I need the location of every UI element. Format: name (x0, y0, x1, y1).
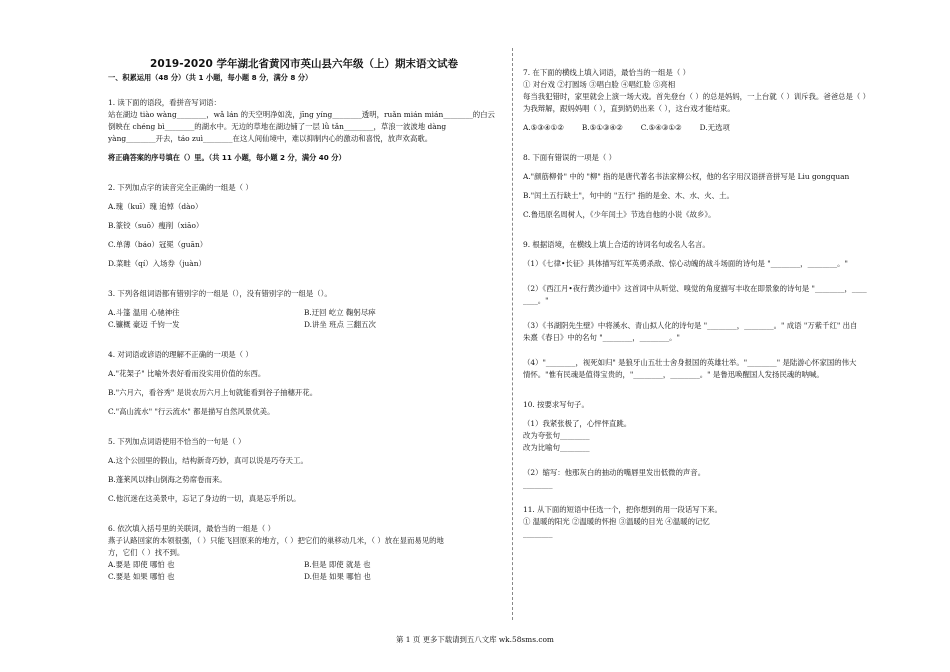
option-a: A.瑰（kuī）瑰 追悼（dào） (108, 202, 203, 211)
question-5 (108, 436, 500, 505)
question-text: 每当我犯错时，家里就会上演一场大戏。首先登台（ ）的总是妈妈，一上台就（ ）训斥我。爸爸总是（ ） (523, 92, 871, 101)
option-c: C.⑤④③①② (640, 123, 682, 132)
exam-title: 2019-2020 学年湖北省黄冈市英山县六年级（上）期末语文试卷 (150, 58, 458, 70)
sub-question-3-cont: 朱熹《春日》中的名句 "________，________。" (523, 333, 680, 342)
options-row (108, 307, 500, 319)
answer-line: 改为比喻句________ (523, 443, 590, 452)
options-row (108, 559, 500, 571)
option-d: D.菜畦（qí）入场券（juàn） (108, 259, 206, 268)
answer-line: 改为夸张句________ (523, 431, 590, 440)
option-b: B.⑤①③④② (581, 123, 623, 132)
option-c: C.他沉迷在这美景中，忘记了身边的一切，真是忘乎所以。 (108, 494, 301, 503)
sub-question-2: （2）《西江月•夜行黄沙道中》这首词中从听觉、嗅觉的角度描写丰收在即景象的诗句是 "________，____ (523, 284, 867, 293)
question-text: 站在湖边 tiào wàng________，wǎ lán 的天空明净如洗，jīng yíng________透明，ruǎn mián mián________的白云倒映在 chéng bì________的湖水中。无边的草地在湖边铺了一层 lǜ tǎn________，草浪一波波地 dàng (108, 110, 495, 131)
question-stem: 1. 读下面的语段，看拼音写词语： (108, 98, 221, 107)
question-text: ① 对台戏 ②打圆场 ③唱白脸 ④唱红脸 ⑤亮相 (523, 80, 676, 89)
question-10 (523, 399, 915, 491)
option-b: B."闰土五行缺土"，句中的 "五行" 指的是金、木、水、火、土。 (523, 191, 734, 200)
right-column (523, 67, 915, 540)
sub-question-1: （1）我紧张极了，心怦怦直跳。 (523, 419, 632, 428)
question-stem: 6. 依次填入括号里的关联词，最恰当的一组是（ ） (108, 524, 275, 533)
question-stem: 9. 根据语境，在横线上填上合适的诗词名句或名人名言。 (523, 240, 710, 249)
option-d: D.但是 如果 哪怕 也 (304, 572, 371, 581)
question-11 (523, 504, 915, 540)
question-6 (108, 523, 500, 583)
question-9 (523, 239, 915, 381)
sub-question-2-cont: ____。" (523, 296, 549, 305)
question-stem: 11. 从下面的短语中任选一个，把你想到的用一段话写下来。 (523, 505, 722, 514)
question-1 (108, 97, 500, 145)
question-text: 方，它们（ ）找不到。 (108, 548, 185, 557)
question-stem: 3. 下列各组词语都有错别字的一组是（），没有错别字的一组是（）。 (108, 289, 332, 298)
option-c: C.鲁迅原名周树人，《少年闰土》节选自他的小说《故乡》。 (523, 210, 716, 219)
question-stem: 7. 在下面的横线上填入词语，最恰当的一组是（ ） (523, 68, 690, 77)
option-b: B.蓬莱风以排山倒海之势席卷而来。 (108, 475, 227, 484)
option-a: A."颜筋柳骨" 中的 "柳" 指的是唐代著名书法家柳公权，他的名字用汉语拼音拼写是 Liu gongquan (523, 172, 850, 181)
option-d: D.无选项 (699, 123, 730, 132)
option-b: B.迂回 屹立 鞠躬尽瘁 (304, 308, 376, 317)
column-divider (512, 48, 513, 620)
option-c: C."高山流水" "行云流水" 都是描写自然风景优美。 (108, 407, 275, 416)
option-c: C.镰概 豪迈 千钧一发 (108, 320, 180, 329)
sub-question-4-cont: 情怀。"惟有民魂是值得宝贵的，"________，________。" 是鲁迅唤醒国人发扬民魂的呐喊。 (523, 370, 824, 379)
question-text: 燕子认路回家的本领很强，（ ）只能飞回原来的地方，（ ）把它们的巢移动几米，（ ）放在显而易见的地 (108, 536, 444, 545)
option-b: B.但是 即使 就是 也 (304, 560, 371, 569)
sub-question-3: （3）《书湖阴先生壁》中将溪水、青山拟人化的诗句是 "________，________。" 成语 "万紫千红" 出自 (523, 321, 858, 330)
options-row (108, 571, 500, 583)
question-8 (523, 152, 915, 221)
option-a: A.⑤③④①② (523, 123, 564, 132)
option-b: B.篆铰（suō）瘦削（xiāo） (108, 221, 204, 230)
option-b: B."六月六，看谷秀" 是说农历六月上旬就能看到谷子抽穗开花。 (108, 388, 318, 397)
question-7 (523, 67, 915, 134)
question-stem: 5. 下列加点词语使用不恰当的一句是（ ） (108, 437, 246, 446)
question-stem: 2. 下列加点字的读音完全正确的一组是（ ） (108, 183, 253, 192)
section-heading-2: 将正确答案的序号填在（）里。（共 11 小题，每小题 2 分，满分 40 分） (108, 153, 346, 162)
section-heading-1: 一、积累运用（48 分）（共 1 小题，每小题 8 分，满分 8 分） (108, 73, 313, 82)
answer-line: ________ (523, 529, 553, 538)
question-4 (108, 349, 500, 418)
question-stem: 10. 按要求写句子。 (523, 400, 589, 409)
question-text: ① 温暖的阳光 ②温暖的怀抱 ③温暖的目光 ④温暖的记忆 (523, 517, 710, 526)
options-row (108, 319, 500, 331)
question-3 (108, 288, 500, 331)
options-row (523, 122, 915, 134)
question-text: 为我辩解，跟妈妈唱（ ），直到奶奶出来（ ），这台戏才能结束。 (523, 104, 735, 113)
sub-question-4: （4）"________，视死如归" 是狼牙山五壮士舍身报国的英雄壮举。"________" 是陆游心怀家国的伟大 (523, 358, 857, 367)
sub-question-1: （1）《七律•长征》具体描写红军英勇杀敌、惊心动魄的战斗场面的诗句是 "________，________。" (523, 259, 848, 268)
left-column (108, 72, 500, 583)
option-c: C.单薄（báo）冠冕（guān） (108, 240, 208, 249)
option-c: C.要是 如果 哪怕 也 (108, 572, 175, 581)
question-text: yàng________开去，táo zuì________在这人间仙境中，难以抑制内心的激动和喜悦，放声欢高歌。 (108, 134, 433, 143)
answer-line: ________ (523, 480, 553, 489)
question-stem: 8. 下面有错误的一项是（ ） (523, 153, 617, 162)
sub-question-2: （2）缩写：他那灰白的抽动的嘴唇里发出低微的声音。 (523, 468, 706, 477)
option-d: D.讲坐 班点 三翻五次 (304, 320, 376, 329)
question-stem: 4. 对词语或谚语的理解不正确的一项是（ ） (108, 350, 253, 359)
question-2 (108, 182, 500, 270)
option-a: A."花架子" 比喻外表好看而没实用价值的东西。 (108, 369, 266, 378)
option-a: A.这个公园里的假山，结构新奇巧妙，真可以说是巧夺天工。 (108, 456, 308, 465)
option-a: A.斗篷 温用 心驰神往 (108, 308, 180, 317)
option-a: A.要是 即使 哪怕 也 (108, 560, 175, 569)
page-footer: 第 1 页 更多下载请到五八文库 wk.58sms.com (396, 635, 554, 644)
